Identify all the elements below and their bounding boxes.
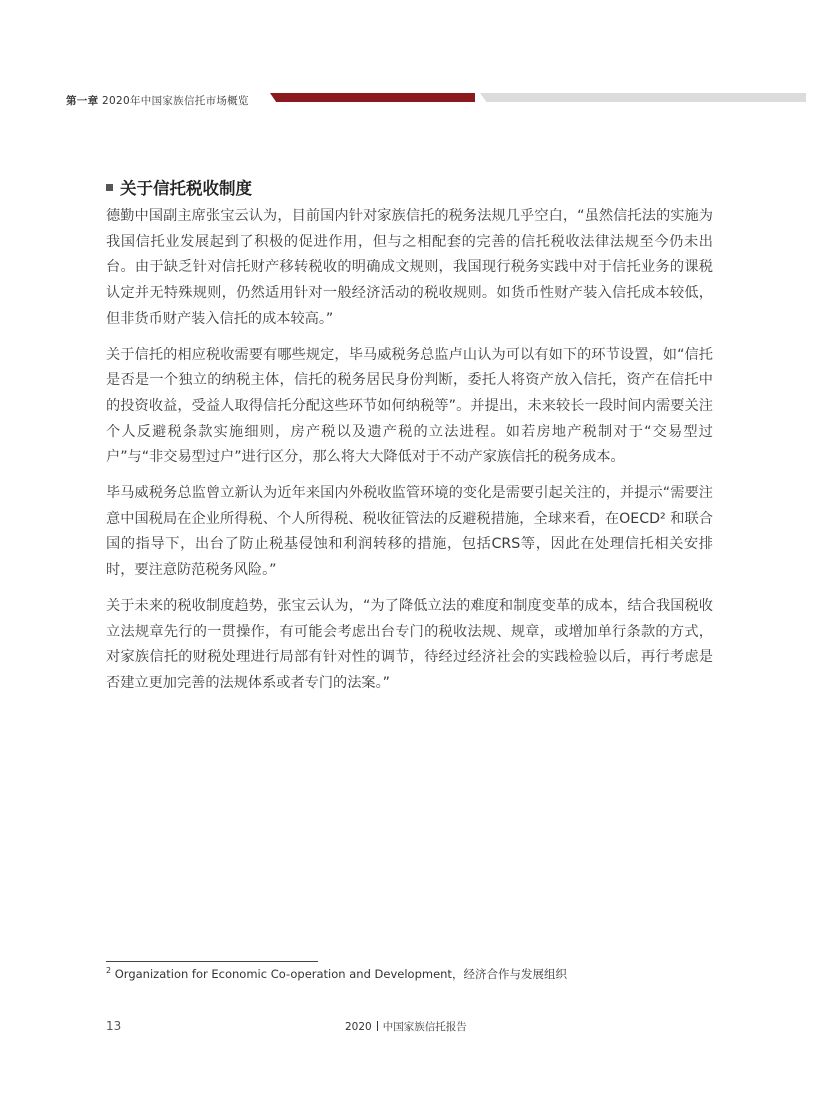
footnote-text: Organization for Economic Co-operation and Development，经济合作与发展组织	[114, 967, 567, 981]
page-header	[0, 88, 816, 110]
body-text	[106, 204, 713, 707]
header-accent-bar	[270, 93, 475, 102]
header-grey-bar	[480, 93, 806, 102]
paragraph-3: 毕马威税务总监曾立新认为近年来国内外税收监管环境的变化是需要引起关注的，并提示“需要注意中国税局在企业所得税、个人所得税、税收征管法的反避税措施，全球来看，在OECD² 和联合国的指导下，出台了防止税基侵蚀和利润转移的措施，包括CRS等，因此在处理信托相关安排时，要注意防范税务风险。”	[106, 485, 713, 579]
paragraph-1: 德勤中国副主席张宝云认为，目前国内针对家族信托的税务法规几乎空白，“虽然信托法的实施为我国信托业发展起到了积极的促进作用，但与之相配套的完善的信托税收法律法规至今仍未出台。由于缺乏针对信托财产移转税收的明确成文规则，我国现行税务实践中对于信托业务的课税认定并无特殊规则，仍然适用针对一般经济活动的税收规则。如货币性财产装入信托成本较低，但非货币财产装入信托的成本较高。”	[106, 208, 713, 327]
footer-report-title	[345, 1019, 467, 1034]
chapter-label: 第一章	[66, 95, 99, 107]
footer-report-name: 中国家族信托报告	[382, 1021, 467, 1033]
footnote-marker: 2	[106, 966, 112, 976]
chapter-heading	[66, 93, 249, 108]
paragraph-2: 关于信托的相应税收需要有哪些规定，毕马威税务总监卢山认为可以有如下的环节设置，如“信托是否是一个独立的纳税主体，信托的税务居民身份判断，委托人将资产放入信托，资产在信托中的投资收益，受益人取得信托分配这些环节如何纳税等”。并提出，未来较长一段时间内需要关注个人反避税条款实施细则，房产税以及遗产税的立法进程。如若房地产税制对于“交易型过户”与“非交易型过户”进行区分，那么将大大降低对于不动产家族信托的税务成本。	[106, 346, 713, 466]
square-bullet-icon	[106, 184, 113, 191]
page-number: 13	[106, 1019, 122, 1033]
footer-year: 2020	[345, 1021, 372, 1033]
section-title: 关于信托税收制度	[120, 179, 252, 198]
footnote-divider	[106, 961, 318, 962]
section-heading	[106, 175, 252, 199]
footer-separator	[377, 1021, 378, 1031]
paragraph-4: 关于未来的税收制度趋势，张宝云认为，“为了降低立法的难度和制度变革的成本，结合我国税收立法规章先行的一贯操作，有可能会考虑出台专门的税收法规、规章，或增加单行条款的方式，对家族信托的财税处理进行局部有针对性的调节，待经过经济社会的实践检验以后，再行考虑是否建立更加完善的法规体系或者专门的法案。”	[106, 597, 713, 691]
footnote	[106, 966, 567, 982]
chapter-title: 2020年中国家族信托市场概览	[102, 95, 249, 107]
